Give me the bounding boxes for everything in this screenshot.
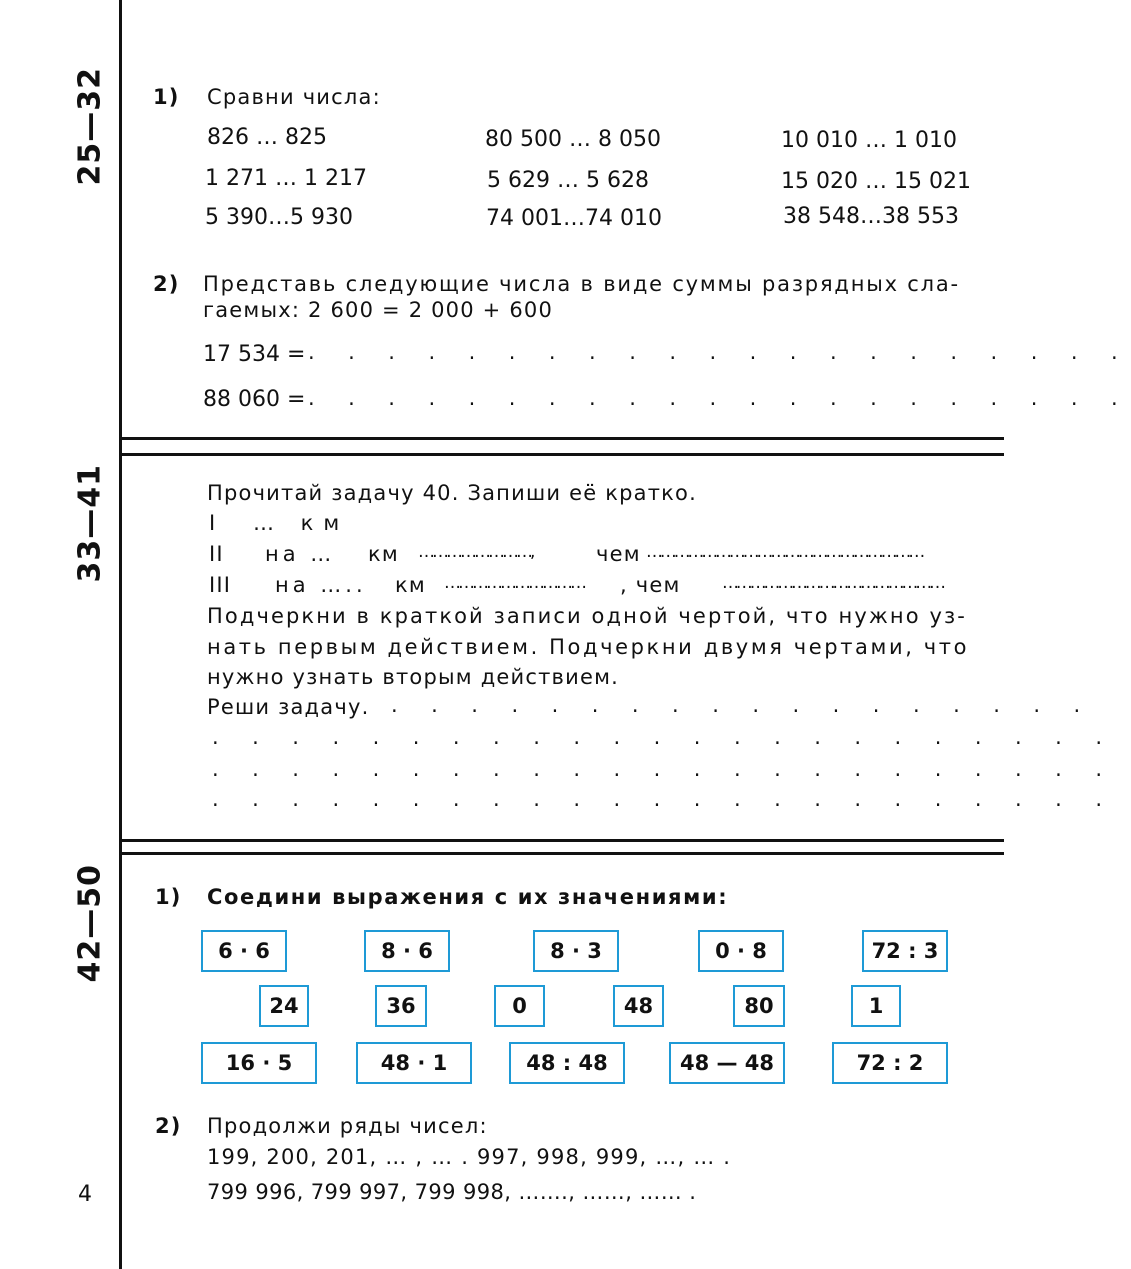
comparison: 826 … 825 xyxy=(207,125,327,150)
task-line: Подчеркни в краткой записи одной чертой, что нужно уз- xyxy=(207,604,967,628)
task1-instruction: Соедини выражения с их значениями: xyxy=(207,885,729,909)
task1-instruction: Сравни числа: xyxy=(207,85,381,109)
section1-range-label: 25—32 xyxy=(72,67,108,186)
task2-instruction-line2: гаемых: 2 600 = 2 000 + 600 xyxy=(203,298,554,322)
record-row1-label: I xyxy=(209,511,217,535)
task2-number: 2) xyxy=(153,272,180,296)
record-row2-dots2: …………………………………………………… xyxy=(646,542,923,562)
expression-card[interactable]: 8 · 3 xyxy=(533,930,619,972)
page-number: 4 xyxy=(78,1182,92,1207)
comparison: 1 271 … 1 217 xyxy=(205,166,367,191)
answer-dots: . . . . . . . . . . . . . . . . . . xyxy=(391,693,1094,717)
section2-range-label: 33—41 xyxy=(72,464,108,583)
expression-card[interactable]: 6 · 6 xyxy=(201,930,287,972)
answer-dots: . . . . . . . . . . . . . . . . . . . . . xyxy=(308,386,1131,410)
record-row2-na: на … xyxy=(265,542,336,566)
number-series: 799 996, 799 997, 799 998, ……., ……, …… . xyxy=(207,1180,697,1204)
task2-instruction-line1: Представь следующие числа в виде суммы разрядных сла- xyxy=(203,272,960,296)
comparison: 38 548…38 553 xyxy=(783,204,959,229)
record-row2-label: II xyxy=(209,542,224,566)
value-card[interactable]: 80 xyxy=(733,985,785,1027)
expression-card[interactable]: 8 · 6 xyxy=(364,930,450,972)
record-row2-dots: ……………………, xyxy=(418,542,533,562)
value-card[interactable]: 48 xyxy=(613,985,664,1027)
record-row3-label: III xyxy=(209,573,232,597)
number-series: 199, 200, 201, … , … . 997, 998, 999, …, … . xyxy=(207,1145,732,1169)
task1-number: 1) xyxy=(153,85,180,109)
expression-card[interactable]: 16 · 5 xyxy=(201,1042,317,1084)
value-card[interactable]: 1 xyxy=(851,985,901,1027)
sum-row-label: 88 060 = xyxy=(203,387,306,412)
task-line: нать первым действием. Подчеркни двумя чертами, что xyxy=(207,635,970,659)
record-row2-chem: чем xyxy=(596,542,641,566)
task1-number: 1) xyxy=(155,885,182,909)
value-card[interactable]: 24 xyxy=(259,985,309,1027)
comparison: 80 500 … 8 050 xyxy=(485,127,661,152)
section1-bottom-border xyxy=(119,437,1004,440)
section3-range-label: 42—50 xyxy=(72,864,108,983)
value-card[interactable]: 36 xyxy=(375,985,427,1027)
sum-row-label: 17 534 = xyxy=(203,342,306,367)
expression-card[interactable]: 48 · 1 xyxy=(356,1042,472,1084)
expression-card[interactable]: 0 · 8 xyxy=(698,930,784,972)
expression-card[interactable]: 48 : 48 xyxy=(509,1042,625,1084)
task2-instruction: Продолжи ряды чисел: xyxy=(207,1114,488,1138)
answer-dots: . . . . . . . . . . . . . . . . . . . . . xyxy=(308,340,1131,364)
expression-card[interactable]: 72 : 3 xyxy=(862,930,948,972)
task-line: Прочитай задачу 40. Запиши её кратко. xyxy=(207,481,697,505)
record-row3-dots2: ………………………………………… xyxy=(722,573,943,593)
record-row3-na: на ….. xyxy=(275,573,367,597)
section3-top-border xyxy=(119,852,1004,855)
comparison: 10 010 … 1 010 xyxy=(781,128,957,153)
answer-dots: . . . . . . . . . . . . . . . . . . . . . . . xyxy=(212,787,1116,811)
comparison: 15 020 … 15 021 xyxy=(781,169,971,194)
record-row2-km: км xyxy=(368,542,399,566)
comparison: 5 390…5 930 xyxy=(205,205,353,230)
comparison: 5 629 … 5 628 xyxy=(487,168,649,193)
expression-card[interactable]: 48 — 48 xyxy=(669,1042,785,1084)
answer-dots: . . . . . . . . . . . . . . . . . . . . . . . xyxy=(212,725,1116,749)
value-card[interactable]: 0 xyxy=(494,985,545,1027)
record-row1-text: … км xyxy=(253,511,350,535)
expression-card[interactable]: 72 : 2 xyxy=(832,1042,948,1084)
task-line: нужно узнать вторым действием. xyxy=(207,665,620,689)
task2-number: 2) xyxy=(155,1114,182,1138)
comparison: 74 001…74 010 xyxy=(486,206,662,231)
record-row3-km: км xyxy=(395,573,426,597)
answer-dots: . . . . . . . . . . . . . . . . . . . . . . . xyxy=(212,757,1116,781)
record-row3-chem: , чем xyxy=(620,573,681,597)
task-line: Реши задачу. xyxy=(207,695,370,719)
record-row3-dots: ………………………… xyxy=(444,573,584,593)
